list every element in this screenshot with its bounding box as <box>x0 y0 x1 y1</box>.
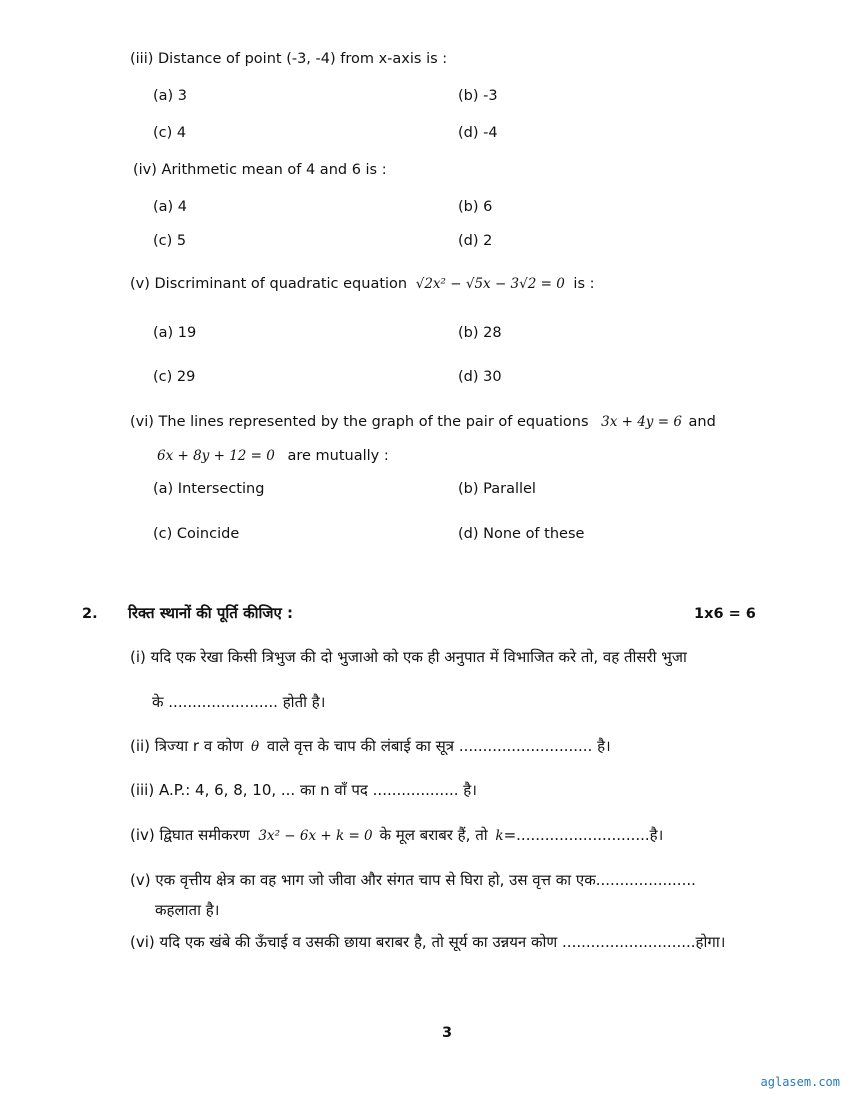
option-d: (d) 30 <box>458 369 502 385</box>
blank-iv-suffix: =............................है। <box>503 826 664 844</box>
blank-i-line2: के ....................... होती है। <box>152 693 326 711</box>
page-number: 3 <box>442 1025 453 1041</box>
question-v <box>130 274 595 294</box>
section-heading: रिक्त स्थानों की पूर्ति कीजिए : <box>128 604 294 622</box>
blank-iii: (iii) A.P.: 4, 6, 8, 10, ... का n वाँ पद .................. है। <box>130 781 477 799</box>
question-iii: (iii) Distance of point (-3, -4) from x-axis is : <box>130 51 448 67</box>
option-b: (b) -3 <box>458 88 498 104</box>
blank-v-line1: (v) एक वृत्तीय क्षेत्र का वह भाग जो जीवा और संगत चाप से घिरा हो, उस वृत्त का एक..................... <box>130 871 696 889</box>
option-c: (c) 4 <box>153 125 187 141</box>
option-b: (b) 28 <box>458 325 502 341</box>
equation-1: 3x + 4y = 6 <box>601 414 682 430</box>
blank-vi: (vi) यदि एक खंबे की ऊँचाई व उसकी छाया बराबर है, तो सूर्य का उन्नयन कोण ............................होगा। <box>130 933 726 951</box>
option-a: (a) 19 <box>153 325 197 341</box>
option-c: (c) 5 <box>153 233 187 249</box>
question-vi-line2 <box>157 446 389 466</box>
k-symbol: k <box>495 828 504 844</box>
blank-ii <box>130 736 611 757</box>
option-b: (b) 6 <box>458 199 493 215</box>
equation-2: 6x + 8y + 12 = 0 <box>157 448 275 464</box>
section-number: 2. <box>82 606 98 622</box>
quadratic-equation: 3x² − 6x + k = 0 <box>258 828 373 844</box>
question-vi <box>130 412 716 432</box>
theta-symbol: θ <box>250 739 260 755</box>
blank-iv-text: (iv) द्विघात समीकरण <box>130 826 250 844</box>
section-marks: 1x6 = 6 <box>694 606 756 622</box>
quadratic-equation: √2x² − √5x − 3√2 = 0 <box>415 276 565 292</box>
question-iv: (iv) Arithmetic mean of 4 and 6 is : <box>133 162 387 178</box>
option-a: (a) 3 <box>153 88 188 104</box>
blank-iv-mid: के मूल बराबर हैं, तो <box>379 826 488 844</box>
option-d: (d) 2 <box>458 233 493 249</box>
question-vi-suffix: are mutually : <box>287 448 389 464</box>
option-a: (a) Intersecting <box>153 481 265 497</box>
option-d: (d) None of these <box>458 526 585 542</box>
option-b: (b) Parallel <box>458 481 536 497</box>
question-v-text: (v) Discriminant of quadratic equation <box>130 276 408 292</box>
option-c: (c) 29 <box>153 369 196 385</box>
question-vi-text: (vi) The lines represented by the graph of the pair of equations <box>130 414 589 430</box>
blank-ii-text: (ii) त्रिज्या r व कोण <box>130 737 244 755</box>
blank-i-line1: (i) यदि एक रेखा किसी त्रिभुज की दो भुजाओ को एक ही अनुपात में विभाजित करे तो, वह तीसरी भुजा <box>130 648 687 666</box>
option-d: (d) -4 <box>458 125 498 141</box>
option-c: (c) Coincide <box>153 526 240 542</box>
option-a: (a) 4 <box>153 199 188 215</box>
question-v-suffix: is : <box>573 276 595 292</box>
watermark-link[interactable]: aglasem.com <box>760 1075 840 1089</box>
question-vi-and: and <box>688 414 716 430</box>
blank-v-line2: कहलाता है। <box>155 901 220 919</box>
blank-ii-suffix: वाले वृत्त के चाप की लंबाई का सूत्र ............................ है। <box>266 737 611 755</box>
blank-iv <box>130 825 663 846</box>
